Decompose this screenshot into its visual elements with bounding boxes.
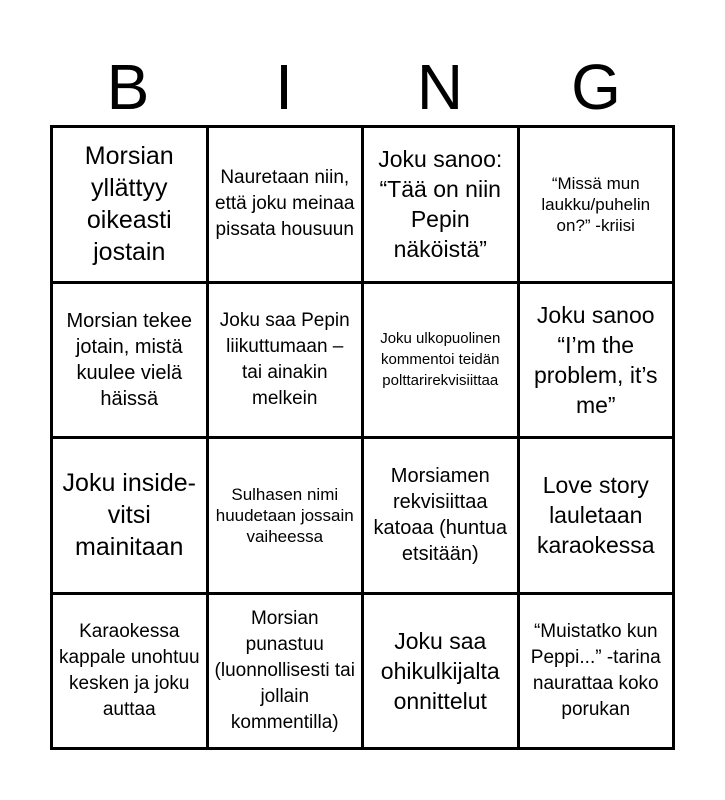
cell-text: Karaokessa kappale unohtuu kesken ja joku auttaa <box>59 620 200 720</box>
bingo-cell[interactable] <box>364 595 517 748</box>
bingo-header <box>50 52 674 122</box>
bingo-cell[interactable] <box>209 595 362 748</box>
bingo-cell[interactable] <box>53 128 206 281</box>
bingo-cell[interactable] <box>520 284 673 437</box>
bingo-cell[interactable] <box>520 439 673 592</box>
cell-text: Morsian yllättyy oikeasti jostain <box>84 142 174 267</box>
bingo-cell[interactable] <box>209 439 362 592</box>
cell-text: Nauretaan niin, että joku meinaa pissata housuun <box>215 167 355 241</box>
cell-text: Joku sanoo “I’m the problem, it’s me” <box>533 301 658 418</box>
cell-text: Joku saa ohikulkijalta onnittelut <box>380 627 500 714</box>
cell-text: Joku sanoo: “Tää on niin Pepin näköistä” <box>378 146 503 263</box>
header-letter-b: B <box>106 51 150 123</box>
bingo-cell[interactable] <box>209 284 362 437</box>
bingo-cell[interactable] <box>520 595 673 748</box>
header-letter-i: I <box>275 51 293 123</box>
bingo-cell[interactable] <box>209 128 362 281</box>
cell-text: Joku inside-vitsi mainitaan <box>62 469 196 562</box>
cell-text: “Muistatko kun Peppi...” -tarina naurattaa koko porukan <box>530 620 661 720</box>
bingo-cell[interactable] <box>53 439 206 592</box>
cell-text: Love story lauletaan karaokessa <box>536 472 655 559</box>
header-letter-g: G <box>571 51 621 123</box>
bingo-cell[interactable] <box>53 595 206 748</box>
bingo-board <box>50 125 675 750</box>
cell-text: Joku saa Pepin liikuttumaan – tai ainakin melkein <box>219 309 350 409</box>
bingo-cell[interactable] <box>364 284 517 437</box>
cell-text: Morsian tekee jotain, mistä kuulee vielä häissä <box>66 309 193 410</box>
bingo-cell[interactable] <box>520 128 673 281</box>
bingo-cell[interactable] <box>364 439 517 592</box>
cell-text: Morsian punastuu (luonnollisesti tai jollain kommentilla) <box>214 607 355 733</box>
cell-text: “Missä mun laukku/puhelin on?” -kriisi <box>541 173 651 235</box>
header-letter-n: N <box>416 51 464 123</box>
cell-text: Morsiamen rekvisiittaa katoaa (huntua etsitään) <box>373 465 507 566</box>
bingo-cell[interactable] <box>53 284 206 437</box>
bingo-cell[interactable] <box>364 128 517 281</box>
cell-text: Joku ulkopuolinen kommentoi teidän polttarirekvisiittaa <box>380 330 501 390</box>
cell-text: Sulhasen nimi huudetaan jossain vaiheessa <box>215 484 354 546</box>
